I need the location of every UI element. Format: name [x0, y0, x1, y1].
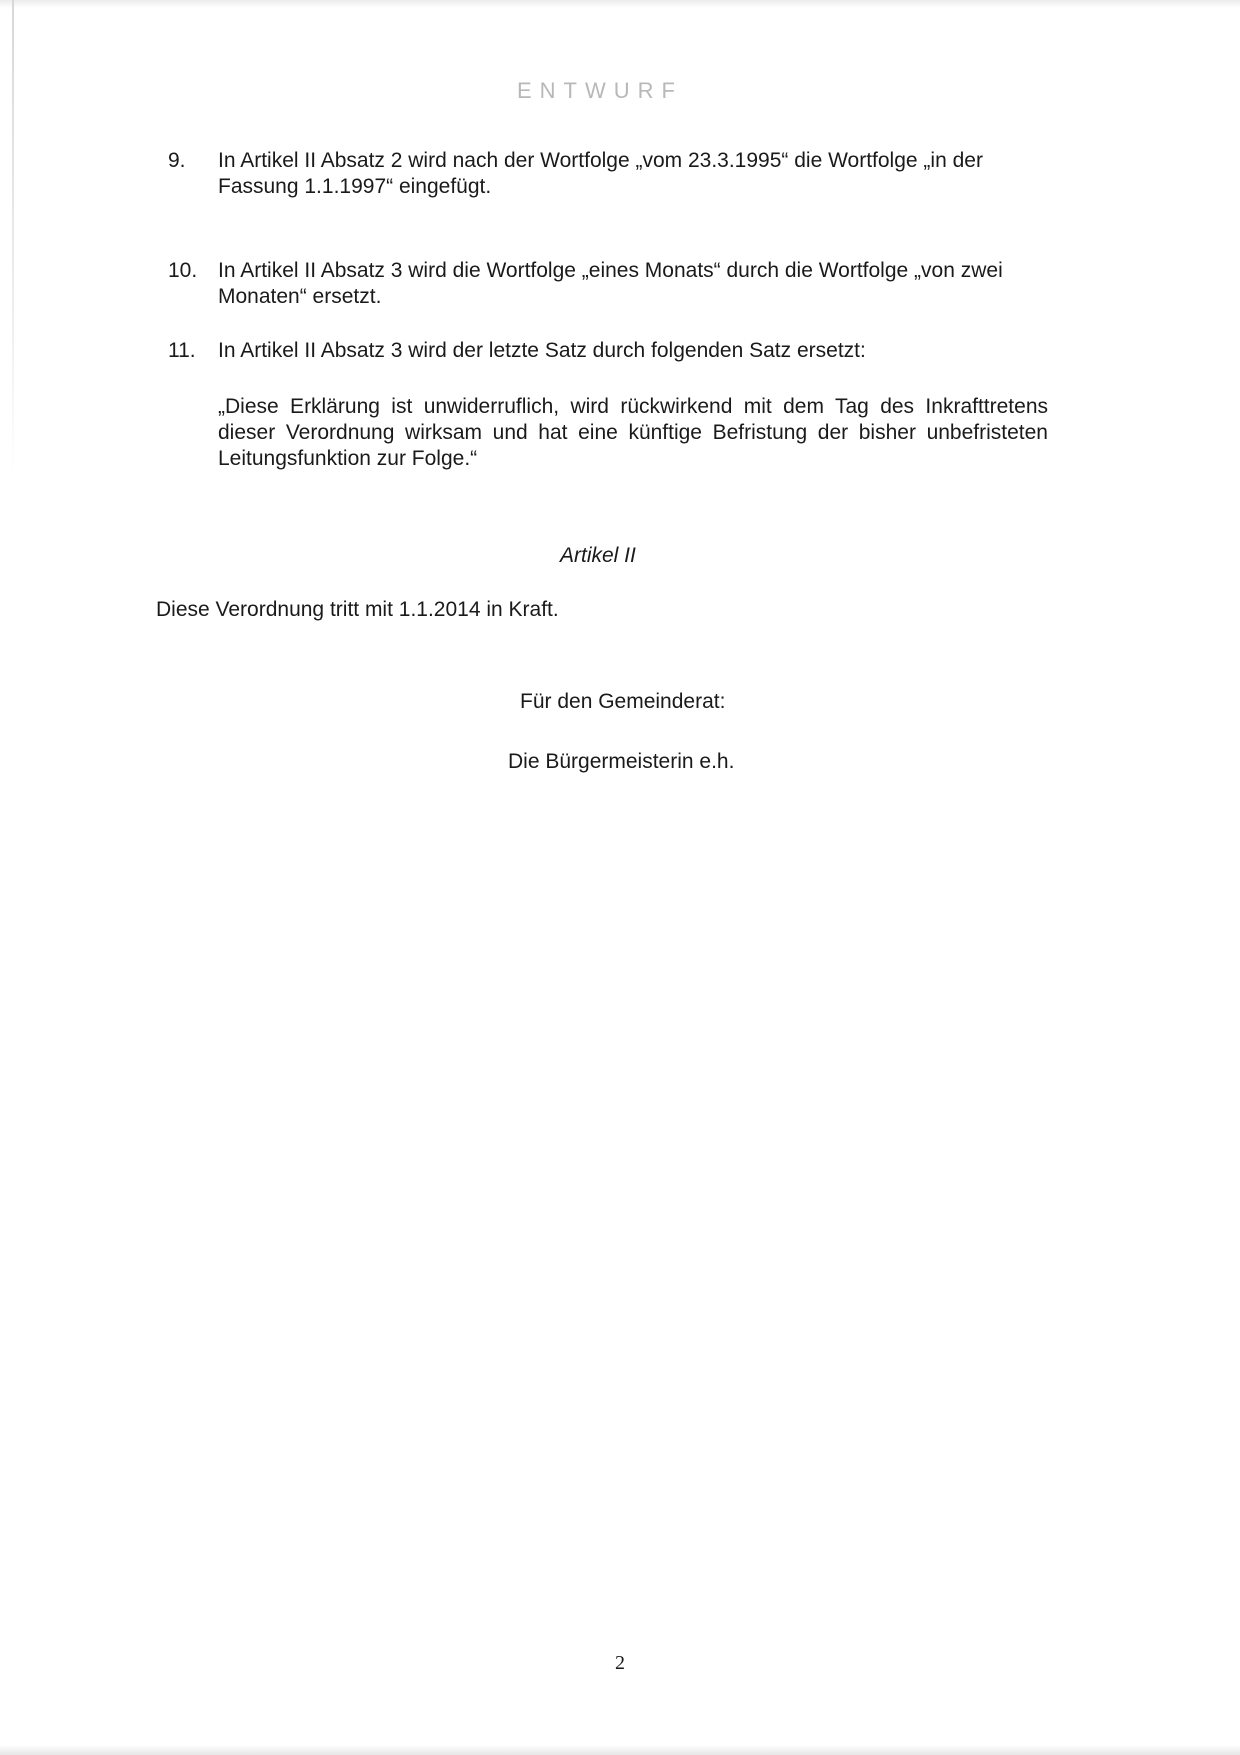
page-number: 2 [615, 1652, 625, 1674]
item-number: 9. [168, 149, 186, 172]
signature-mayor: Die Bürgermeisterin e.h. [508, 750, 735, 773]
scan-edge-bottom [0, 1745, 1240, 1755]
item-text: In Artikel II Absatz 3 wird die Wortfolge „eines Monats“ durch die Wortfolge „von zwei Monaten“ ersetzt. [218, 259, 1003, 308]
item-text: In Artikel II Absatz 2 wird nach der Wortfolge „vom 23.3.1995“ die Wortfolge „in der Fassung 1.1.1997“ eingefügt. [218, 149, 983, 198]
scan-edge-left [12, 0, 14, 480]
item-number: 11. [168, 339, 196, 362]
effective-date-text: Diese Verordnung tritt mit 1.1.2014 in Kraft. [156, 598, 559, 621]
draft-watermark: ENTWURF [517, 78, 683, 103]
article-heading-text: Artikel II [560, 544, 636, 567]
signature-for-council: Für den Gemeinderat: [520, 690, 726, 713]
scan-edge-top [0, 0, 1240, 8]
replacement-sentence-quote: „Diese Erklärung ist unwiderruflich, wird rückwirkend mit dem Tag des Inkrafttretens dieser Verordnung wirksam und hat eine künftige Befristung der bisher unbefristeten Leitungsfunktion zur Folge.“ [218, 395, 1048, 470]
item-text: In Artikel II Absatz 3 wird der letzte Satz durch folgenden Satz ersetzt: [218, 339, 866, 362]
item-number: 10. [168, 259, 198, 282]
